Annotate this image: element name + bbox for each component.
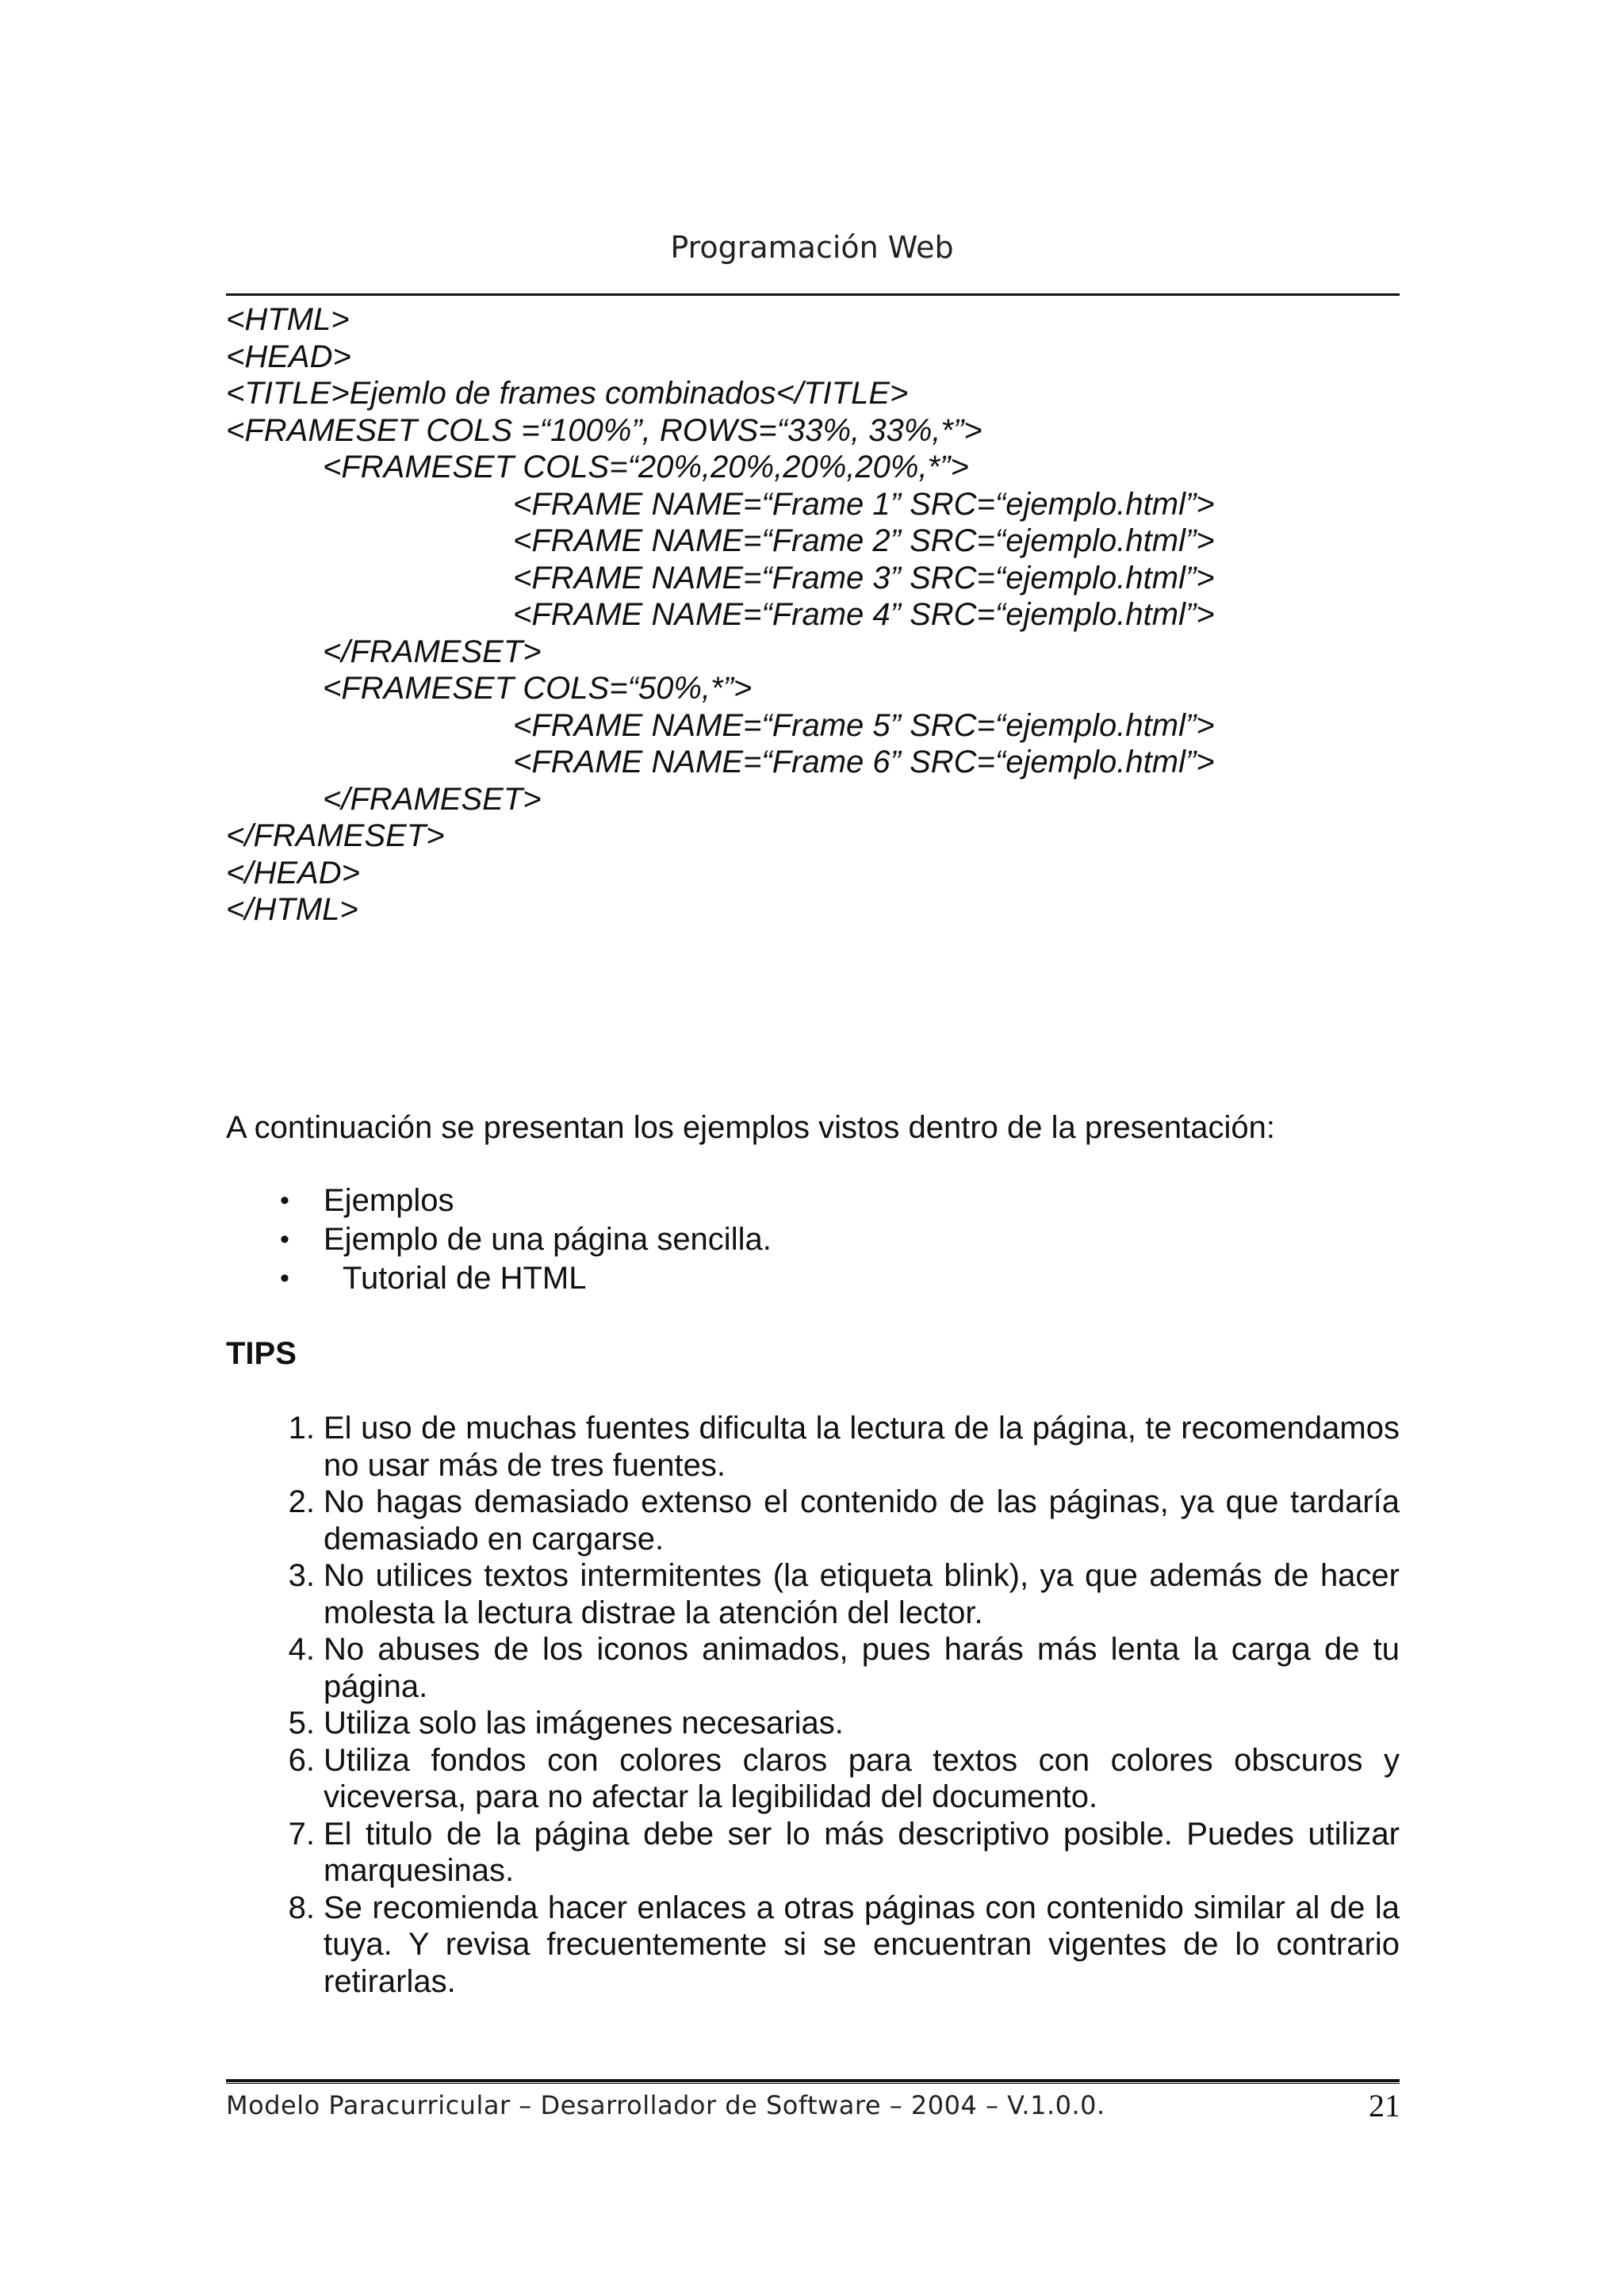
tip-item [226,1557,1400,1631]
footer-text: Modelo Paracurricular – Desarrollador de Software – 2004 – V.1.0.0. [226,2090,1105,2120]
code-line: <FRAMESET COLS =“100%”, ROWS=“33%, 33%,*”> [226,412,982,448]
tip-text: Utiliza solo las imágenes necesarias. [324,1706,844,1741]
page-number: 21 [1369,2088,1400,2124]
tip-number: 3. [288,1558,315,1593]
tip-number: 7. [288,1816,315,1852]
code-block [226,301,1400,929]
tip-number: 6. [288,1742,315,1778]
bullet-icon: • [280,1224,289,1254]
list-item[interactable] [226,1220,1400,1259]
list-item-label: Ejemplos [324,1183,454,1218]
tip-item [226,1816,1400,1890]
header-rule [226,293,1400,296]
code-line: <FRAME NAME=“Frame 2” SRC=“ejemplo.html”> [513,523,1215,558]
code-line: <FRAME NAME=“Frame 5” SRC=“ejemplo.html”> [513,707,1215,743]
list-item-label: Ejemplo de una página sencilla. [324,1222,772,1257]
list-item[interactable] [226,1259,1400,1298]
code-line: <HEAD> [226,339,351,374]
bullet-icon: • [280,1263,289,1293]
code-line: </HEAD> [226,855,360,890]
tip-number: 1. [288,1411,315,1446]
code-line: <FRAME NAME=“Frame 4” SRC=“ejemplo.html”> [513,597,1215,632]
tips-heading: TIPS [226,1336,297,1371]
code-line: </FRAMESET> [323,634,542,669]
tip-item [226,1742,1400,1816]
tip-number: 4. [288,1632,315,1667]
code-line: </FRAMESET> [226,818,445,853]
tip-number: 8. [288,1890,315,1925]
tip-text: Utiliza fondos con colores claros para textos con colores obscuros y viceversa, para no afectar la legibilidad del documento. [324,1742,1400,1814]
code-line: <FRAME NAME=“Frame 3” SRC=“ejemplo.html”> [513,560,1215,596]
code-line: </FRAMESET> [323,781,542,817]
tip-text: No utilices textos intermitentes (la etiqueta blink), ya que además de hacer molesta la lectura distrae la atención del lector. [324,1558,1400,1630]
code-line: <FRAME NAME=“Frame 1” SRC=“ejemplo.html”> [513,486,1215,522]
tip-number: 2. [288,1484,315,1519]
tip-text: No hagas demasiado extenso el contenido de las páginas, ya que tardaría demasiado en cargarse. [324,1484,1400,1557]
page-header-title: Programación Web [670,230,954,265]
intro-paragraph: A continuación se presentan los ejemplos vistos dentro de la presentación: [226,1110,1276,1145]
tip-item [226,1410,1400,1484]
tip-item [226,1890,1400,2001]
code-line: <FRAMESET COLS=“50%,*”> [323,671,753,706]
examples-list [226,1181,1400,1298]
footer-rule [226,2079,1400,2084]
tip-text: No abuses de los iconos animados, pues harás más lenta la carga de tu página. [324,1632,1400,1704]
code-line: </HTML> [226,892,358,927]
tip-text: El uso de muchas fuentes dificulta la lectura de la página, te recomendamos no usar más de tres fuentes. [324,1411,1400,1483]
code-line: <FRAMESET COLS=“20%,20%,20%,20%,*”> [323,450,969,484]
bullet-icon: • [280,1185,289,1216]
list-item[interactable] [226,1181,1400,1220]
tip-text: Se recomienda hacer enlaces a otras páginas con contenido similar al de la tuya. Y revisa frecuentemente si se encuentran vigentes de lo contrario retirarlas. [324,1890,1400,1999]
code-line: <TITLE>Ejemlo de frames combinados</TITLE> [226,376,909,411]
code-line: <FRAME NAME=“Frame 6” SRC=“ejemplo.html”> [513,745,1215,779]
tip-number: 5. [288,1706,315,1741]
tip-item [226,1484,1400,1557]
code-line: <HTML> [226,302,350,337]
tip-item [226,1631,1400,1705]
tips-list [226,1410,1400,2000]
tip-text: El titulo de la página debe ser lo más descriptivo posible. Puedes utilizar marquesinas. [324,1816,1400,1888]
list-item-label: Tutorial de HTML [343,1261,587,1296]
tip-item [226,1705,1400,1742]
